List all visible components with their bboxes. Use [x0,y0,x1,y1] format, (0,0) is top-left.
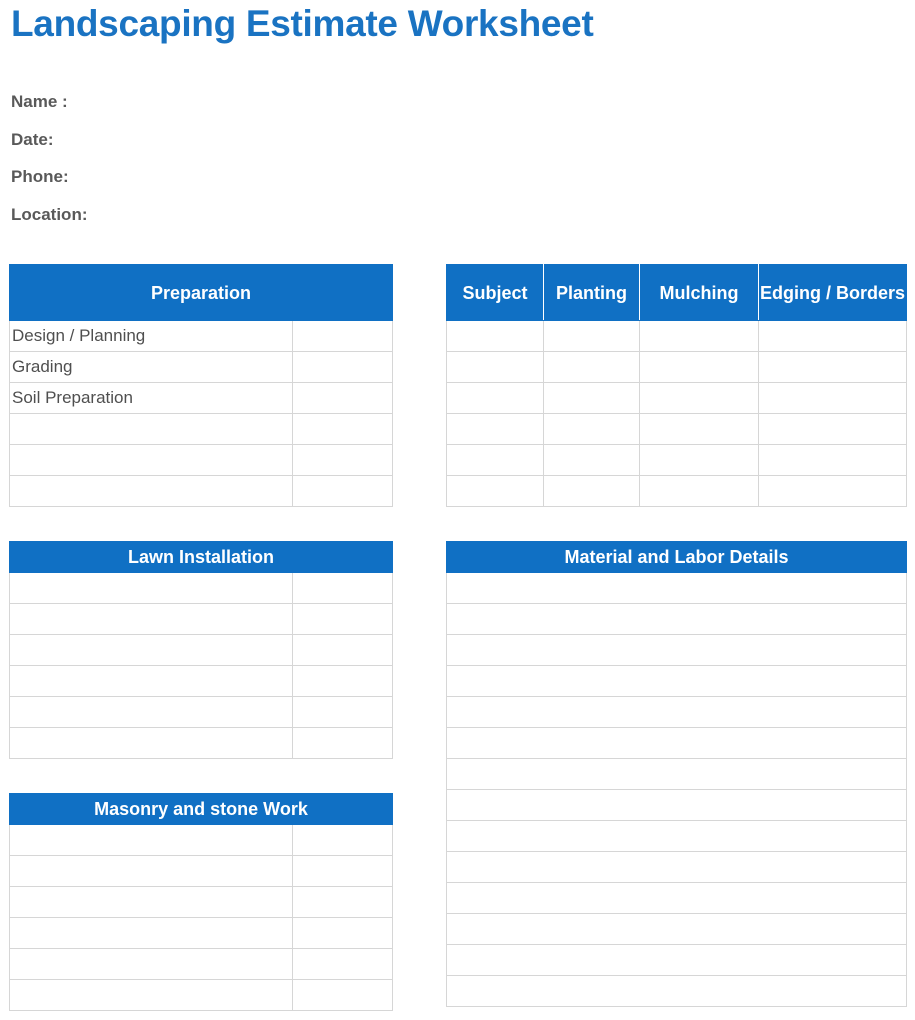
preparation-item[interactable]: Grading [10,352,293,383]
table-row [10,321,393,352]
table-cell[interactable] [10,825,293,856]
preparation-item[interactable] [10,414,293,445]
table-cell[interactable] [10,635,293,666]
preparation-item[interactable]: Soil Preparation [10,383,293,414]
table-cell[interactable] [447,883,907,914]
table-cell[interactable] [640,352,759,383]
table-row [447,476,907,507]
table-cell[interactable] [759,321,907,352]
table-cell[interactable] [447,976,907,1007]
subject-table [446,264,907,507]
preparation-value-cell[interactable] [293,414,393,445]
table-row [447,976,907,1007]
table-cell[interactable] [544,476,640,507]
table-cell[interactable] [10,604,293,635]
table-row [10,728,393,759]
table-cell[interactable] [293,728,393,759]
table-cell[interactable] [759,352,907,383]
table-row [10,918,393,949]
mulching-column-header: Mulching [640,265,759,321]
table-cell[interactable] [293,825,393,856]
table-cell[interactable] [10,887,293,918]
preparation-value-cell[interactable] [293,476,393,507]
table-cell[interactable] [447,321,544,352]
table-cell[interactable] [293,697,393,728]
table-cell[interactable] [447,573,907,604]
table-cell[interactable] [447,445,544,476]
table-cell[interactable] [447,728,907,759]
table-cell[interactable] [293,918,393,949]
table-cell[interactable] [447,852,907,883]
table-row [447,352,907,383]
table-cell[interactable] [293,949,393,980]
date-label: Date: [11,130,54,149]
lawn-installation-table [9,541,393,759]
preparation-table [9,264,393,507]
table-row [447,852,907,883]
table-cell[interactable] [447,635,907,666]
table-cell[interactable] [10,918,293,949]
table-row [447,759,907,790]
table-cell[interactable] [10,573,293,604]
page-title: Landscaping Estimate Worksheet [11,3,594,44]
table-cell[interactable] [447,821,907,852]
table-row [447,945,907,976]
table-cell[interactable] [544,414,640,445]
table-cell[interactable] [447,697,907,728]
table-cell[interactable] [640,476,759,507]
preparation-value-cell[interactable] [293,352,393,383]
table-row [10,445,393,476]
lawn-installation-header: Lawn Installation [10,542,393,573]
material-labor-header: Material and Labor Details [447,542,907,573]
table-row [10,573,393,604]
table-cell[interactable] [293,666,393,697]
table-cell[interactable] [759,445,907,476]
table-row [447,728,907,759]
table-cell[interactable] [544,321,640,352]
table-row [10,352,393,383]
table-cell[interactable] [447,476,544,507]
preparation-item[interactable]: Design / Planning [10,321,293,352]
table-row [447,321,907,352]
table-row [10,414,393,445]
preparation-value-cell[interactable] [293,383,393,414]
material-labor-table [446,541,907,1007]
table-cell[interactable] [447,790,907,821]
masonry-table [9,793,393,1011]
planting-column-header: Planting [544,265,640,321]
preparation-item[interactable] [10,476,293,507]
table-cell[interactable] [293,856,393,887]
table-row [10,949,393,980]
table-row [10,635,393,666]
table-row [10,666,393,697]
table-row [447,914,907,945]
table-cell[interactable] [544,383,640,414]
table-cell[interactable] [293,604,393,635]
table-row [447,383,907,414]
table-cell[interactable] [640,445,759,476]
table-cell[interactable] [447,604,907,635]
table-cell[interactable] [544,352,640,383]
table-cell[interactable] [447,666,907,697]
table-row [447,697,907,728]
table-row [447,445,907,476]
table-row [447,883,907,914]
table-row [447,635,907,666]
table-cell[interactable] [293,635,393,666]
table-cell[interactable] [640,321,759,352]
table-cell[interactable] [10,949,293,980]
table-cell[interactable] [293,887,393,918]
table-row [10,980,393,1011]
table-row [10,856,393,887]
table-cell[interactable] [447,414,544,445]
preparation-item[interactable] [10,445,293,476]
table-row [10,383,393,414]
subject-column-header: Subject [447,265,544,321]
location-label: Location: [11,205,88,224]
table-row [447,604,907,635]
table-cell[interactable] [10,980,293,1011]
table-cell[interactable] [10,856,293,887]
masonry-header: Masonry and stone Work [10,794,393,825]
table-cell[interactable] [447,945,907,976]
phone-label: Phone: [11,167,69,186]
table-cell[interactable] [759,476,907,507]
table-row [10,697,393,728]
table-cell[interactable] [293,980,393,1011]
table-row [447,821,907,852]
table-cell[interactable] [759,383,907,414]
table-cell[interactable] [10,728,293,759]
table-row [447,573,907,604]
table-row [10,887,393,918]
table-cell[interactable] [447,383,544,414]
table-cell[interactable] [447,759,907,790]
table-cell[interactable] [10,666,293,697]
table-row [10,604,393,635]
preparation-value-cell[interactable] [293,445,393,476]
table-cell[interactable] [10,697,293,728]
table-row [447,790,907,821]
table-cell[interactable] [293,573,393,604]
table-cell[interactable] [544,445,640,476]
table-row [10,476,393,507]
table-cell[interactable] [447,914,907,945]
table-row [447,414,907,445]
preparation-value-cell[interactable] [293,321,393,352]
table-cell[interactable] [640,414,759,445]
table-cell[interactable] [640,383,759,414]
edging-borders-column-header: Edging / Borders [759,265,907,321]
table-row [447,666,907,697]
name-label: Name : [11,92,68,111]
table-cell[interactable] [447,352,544,383]
preparation-header: Preparation [10,265,393,321]
table-row [10,825,393,856]
table-cell[interactable] [759,414,907,445]
